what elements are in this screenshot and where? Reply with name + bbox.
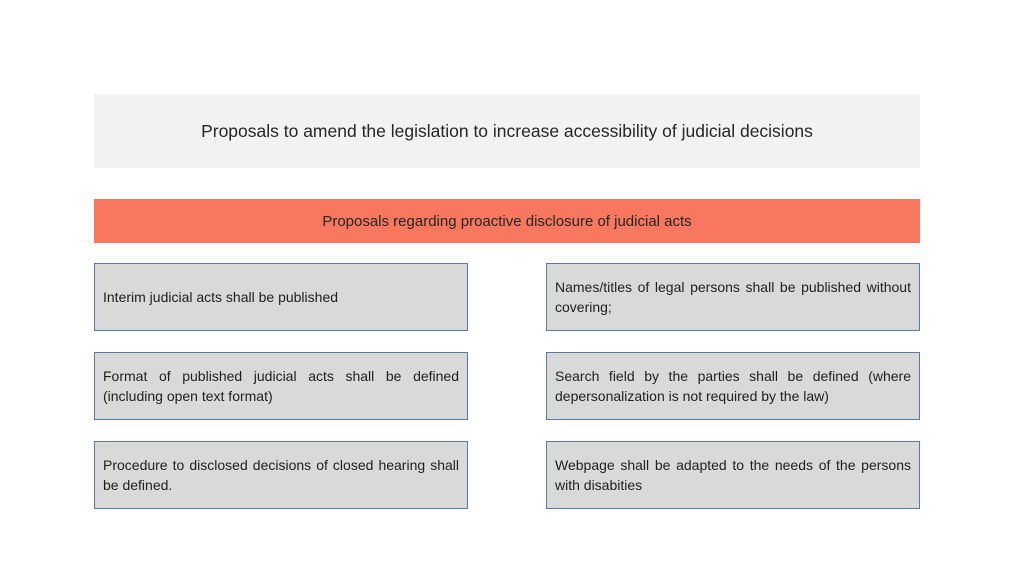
proposal-card-interim-acts bbox=[94, 263, 468, 331]
title-box bbox=[94, 94, 920, 168]
proposal-card-webpage-accessibility bbox=[546, 441, 920, 509]
proposal-text: Format of published judicial acts shall be defined (including open text format) bbox=[103, 368, 459, 404]
proposal-card-search-field bbox=[546, 352, 920, 420]
proposal-text: Procedure to disclosed decisions of closed hearing shall be defined. bbox=[103, 457, 459, 493]
subtitle-text: Proposals regarding proactive disclosure of judicial acts bbox=[322, 212, 692, 230]
proposal-text: Interim judicial acts shall be published bbox=[103, 289, 339, 305]
proposal-card-format bbox=[94, 352, 468, 420]
subtitle-banner bbox=[94, 199, 920, 243]
proposal-text: Names/titles of legal persons shall be published without covering; bbox=[555, 279, 911, 315]
proposal-card-closed-hearing bbox=[94, 441, 468, 509]
proposal-card-legal-persons bbox=[546, 263, 920, 331]
proposal-text: Search field by the parties shall be defined (where depersonalization is not required by the law) bbox=[555, 368, 911, 404]
proposal-text: Webpage shall be adapted to the needs of the persons with disabities bbox=[555, 457, 911, 493]
page-title: Proposals to amend the legislation to increase accessibility of judicial decisions bbox=[201, 120, 813, 141]
